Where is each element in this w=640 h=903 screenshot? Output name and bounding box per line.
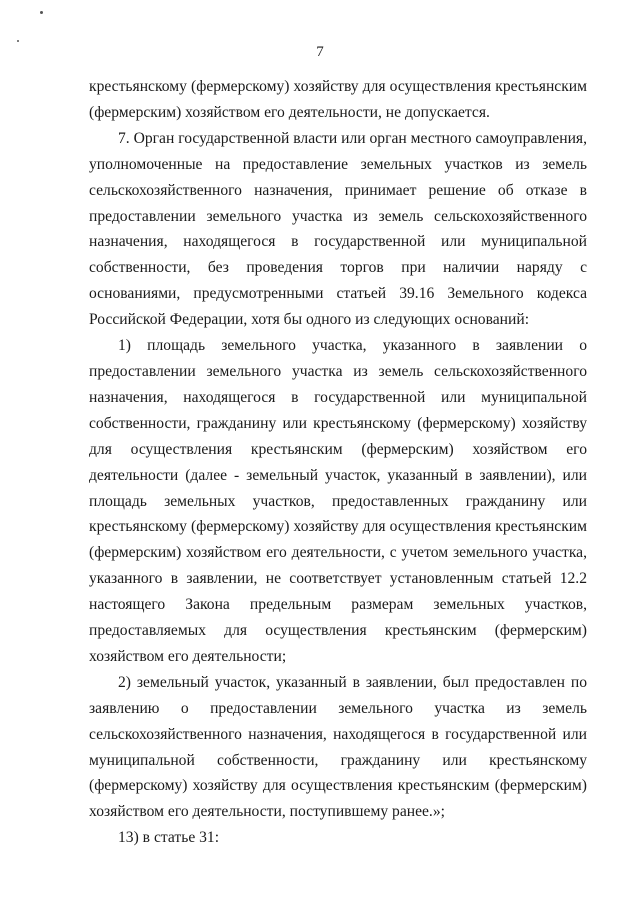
paragraph-item-2: 2) земельный участок, указанный в заявлении, был предоставлен по заявлению о предоставлении земельного участка из земель сельскохозяйственного назначения, находящегося в государственной или муниципальной собственности, гражданину или крестьянскому (фермерскому) хозяйству для осуществления крестьянским (фермерским) хозяйством его деятельности, поступившему ранее.»;	[89, 673, 587, 821]
paragraph-item-1: 1) площадь земельного участка, указанного в заявлении о предоставлении земельного участка из земель сельскохозяйственного назначения, находящегося в государственной или муниципальной собственности, гражданину или крестьянскому (фермерскому) хозяйству для осуществления крестьянским (фермерским) хозяйством его деятельности (далее - земельный участок, указанный в заявлении), или площадь земельных участков, предоставленных гражданину или крестьянскому (фермерскому) хозяйству для осуществления крестьянским (фермерским) хозяйством его деятельности, с учетом земельного участка, указанного в заявлении, не соответствует установленным статьей 12.2 настоящего Закона предельным размерам земельных участков, предоставляемых для осуществления крестьянским (фермерским) хозяйством его деятельности;	[89, 337, 587, 665]
paragraph-item-13: 13) в статье 31:	[118, 829, 220, 847]
paragraph-clause-7: 7. Орган государственной власти или орган местного самоуправления, уполномоченные на предоставление земельных участков из земель сельскохозяйственного назначения, принимает решение об отказе в предоставлении земельного участка из земель сельскохозяйственного назначения, находящегося в государственной или муниципальной собственности, без проведения торгов при наличии наряду с основаниями, предусмотренными статьей 39.16 Земельного кодекса Российской Федерации, хотя бы одного из следующих оснований:	[89, 129, 587, 329]
page-number: 7	[316, 44, 324, 60]
scan-speck	[17, 40, 19, 42]
document-body	[89, 74, 587, 851]
scan-speck	[40, 11, 43, 14]
paragraph-continuation: крестьянскому (фермерскому) хозяйству для осуществления крестьянским (фермерским) хозяйством его деятельности, не допускается.	[89, 78, 587, 121]
